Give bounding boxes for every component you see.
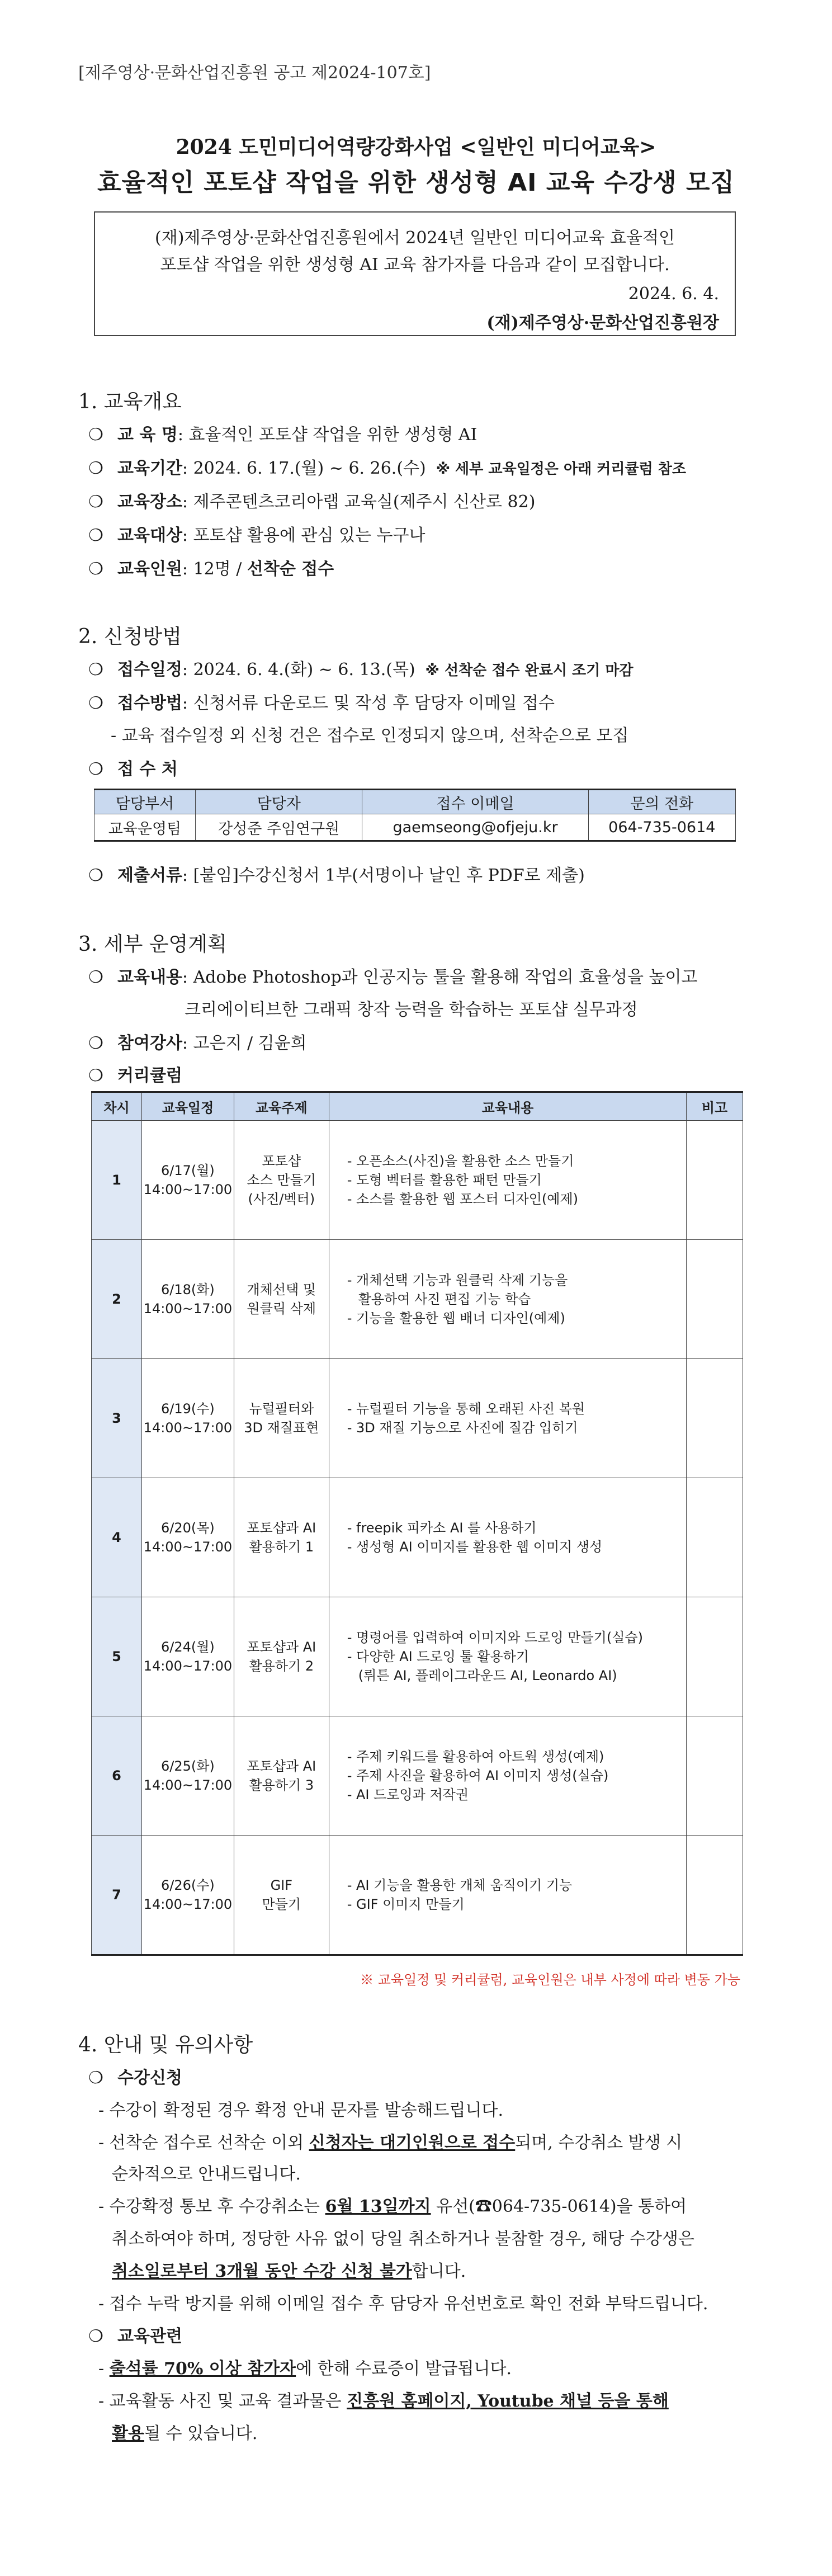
table-header-row bbox=[94, 790, 736, 814]
item-value: : 제주콘텐츠코리아랩 교육실(제주시 신산로 82) bbox=[182, 492, 536, 512]
content-line: - 개체선택 기능과 원클릭 삭제 기능을 bbox=[347, 1272, 568, 1288]
bullet-icon: ❍ bbox=[88, 1034, 103, 1053]
topic-line: 3D 재질표현 bbox=[244, 1420, 319, 1436]
topic-line: (사진/벡터) bbox=[248, 1191, 315, 1207]
apply-item bbox=[88, 861, 585, 886]
bullet-icon: ❍ bbox=[88, 459, 103, 478]
intro-line: (재)제주영상·문화산업진흥원에서 2024년 일반인 미디어교육 효율적인 bbox=[155, 228, 675, 248]
session-remark bbox=[687, 1359, 743, 1478]
session-date: 6/20(목) bbox=[160, 1520, 215, 1536]
item-value: : 12명 / bbox=[182, 559, 247, 579]
item-value: : 2024. 6. 4.(화) ~ 6. 13.(목) bbox=[182, 660, 415, 680]
item-label: 커리큘럼 bbox=[117, 1066, 182, 1086]
topic-line: 활용하기 3 bbox=[249, 1777, 314, 1793]
table-header: 비고 bbox=[687, 1092, 743, 1121]
item-label: 교육대상 bbox=[117, 526, 182, 545]
item-value: : 효율적인 포토샵 작업을 위한 생성형 AI bbox=[177, 425, 478, 445]
item-label: 교육내용 bbox=[117, 968, 182, 987]
overview-item bbox=[88, 454, 686, 479]
table-header: 교육일정 bbox=[141, 1092, 234, 1121]
item-label: 접수일정 bbox=[117, 660, 182, 680]
item-label: 교육인원 bbox=[117, 559, 182, 579]
table-row bbox=[92, 1716, 743, 1836]
topic-line: GIF bbox=[270, 1877, 293, 1893]
item-value-bold: 선착순 접수 bbox=[247, 559, 334, 579]
plan-item bbox=[88, 1029, 307, 1054]
item-label: 교육장소 bbox=[117, 492, 182, 512]
apply-item bbox=[88, 755, 178, 780]
notice-line bbox=[98, 2387, 669, 2412]
item-value: : 신청서류 다운로드 및 작성 후 담당자 이메일 접수 bbox=[182, 693, 555, 713]
session-time: 14:00~17:00 bbox=[143, 1896, 233, 1912]
session-remark bbox=[687, 1121, 743, 1240]
session-time: 14:00~17:00 bbox=[143, 1301, 233, 1317]
session-date: 6/18(화) bbox=[160, 1282, 215, 1298]
session-remark bbox=[687, 1836, 743, 1955]
text-span: 합니다. bbox=[412, 2262, 466, 2281]
session-date: 6/19(수) bbox=[160, 1401, 215, 1417]
session-time: 14:00~17:00 bbox=[143, 1420, 233, 1436]
item-label: 수강신청 bbox=[117, 2068, 182, 2088]
item-label: 접수방법 bbox=[117, 693, 182, 713]
item-value: : 2024. 6. 17.(월) ~ 6. 26.(수) bbox=[182, 459, 426, 478]
contact-phone[interactable]: 064-735-0614 bbox=[588, 814, 735, 841]
notice-group bbox=[88, 2064, 182, 2088]
item-label: 교 육 명 bbox=[117, 425, 178, 445]
table-header: 접수 이메일 bbox=[362, 790, 588, 814]
item-label: 교육기간 bbox=[117, 459, 182, 478]
content-line: - 소스를 활용한 웹 포스터 디자인(예제) bbox=[347, 1191, 579, 1207]
session-schedule bbox=[141, 1240, 234, 1359]
item-value: : 고은지 / 김윤희 bbox=[182, 1034, 307, 1053]
emphasis-text: 진흥원 홈페이지, Youtube 채널 등을 통해 bbox=[347, 2391, 669, 2411]
session-schedule bbox=[141, 1716, 234, 1836]
content-line: - freepik 피카소 AI 를 사용하기 bbox=[347, 1520, 537, 1536]
item-value: : 포토샵 활용에 관심 있는 누구나 bbox=[182, 526, 426, 545]
session-topic bbox=[234, 1836, 329, 1955]
plan-item bbox=[88, 963, 697, 988]
session-time: 14:00~17:00 bbox=[143, 1658, 233, 1674]
notice-date: 2024. 6. 4. bbox=[628, 284, 719, 304]
content-line: (뤼튼 AI, 플레이그라운드 AI, Leonardo AI) bbox=[358, 1668, 617, 1683]
bullet-icon: ❍ bbox=[88, 1066, 103, 1086]
bullet-icon: ❍ bbox=[88, 866, 103, 885]
intro-box bbox=[94, 211, 736, 336]
session-number: 4 bbox=[92, 1478, 142, 1597]
table-row bbox=[92, 1240, 743, 1359]
session-content bbox=[329, 1240, 686, 1359]
apply-item bbox=[88, 689, 555, 714]
issuer: (재)제주영상·문화산업진흥원장 bbox=[486, 313, 719, 333]
table-header: 교육내용 bbox=[329, 1092, 686, 1121]
session-topic bbox=[234, 1597, 329, 1716]
section-title: 1. 교육개요 bbox=[78, 390, 182, 413]
header-subtitle: 2024 도민미디어역량강화사업 <일반인 미디어교육> bbox=[176, 135, 656, 159]
bullet-icon: ❍ bbox=[88, 526, 103, 545]
contact-table bbox=[94, 789, 736, 842]
session-schedule bbox=[141, 1121, 234, 1240]
content-line: - 주제 키워드를 활용하여 아트웍 생성(예제) bbox=[347, 1749, 604, 1764]
content-line: - 주제 사진을 활용하여 AI 이미지 생성(실습) bbox=[347, 1768, 609, 1784]
content-line: - 다양한 AI 드로잉 툴 활용하기 bbox=[347, 1649, 530, 1664]
content-line: 활용하여 사진 편집 기능 학습 bbox=[358, 1291, 531, 1307]
item-label: 교육관련 bbox=[117, 2327, 182, 2346]
bullet-icon: ❍ bbox=[88, 2327, 103, 2346]
session-schedule bbox=[141, 1597, 234, 1716]
content-line: - GIF 이미지 만들기 bbox=[347, 1896, 465, 1912]
content-line: - 명령어를 입력하여 이미지와 드로잉 만들기(실습) bbox=[347, 1630, 643, 1645]
session-number: 5 bbox=[92, 1597, 142, 1716]
session-date: 6/17(월) bbox=[160, 1163, 215, 1178]
topic-line: 포토샵과 AI bbox=[247, 1758, 316, 1774]
table-header: 차시 bbox=[92, 1092, 142, 1121]
item-note: ※ 세부 교육일정은 아래 커리큘럼 참조 bbox=[436, 461, 686, 478]
notice-number: [제주영상·문화산업진흥원 공고 제2024-107호] bbox=[78, 63, 431, 83]
bullet-icon: ❍ bbox=[88, 425, 103, 445]
text-span: 될 수 있습니다. bbox=[144, 2424, 258, 2443]
topic-line: 활용하기 1 bbox=[249, 1539, 314, 1555]
notice-line: 순차적으로 안내드립니다. bbox=[112, 2164, 301, 2184]
session-schedule bbox=[141, 1478, 234, 1597]
table-row bbox=[92, 1478, 743, 1597]
overview-item bbox=[88, 555, 334, 579]
overview-item bbox=[88, 521, 425, 546]
session-remark bbox=[687, 1716, 743, 1836]
apply-subnote: - 교육 접수일정 외 신청 건은 접수로 인정되지 않으며, 선착순으로 모집 bbox=[111, 726, 629, 746]
session-time: 14:00~17:00 bbox=[143, 1182, 233, 1197]
table-row bbox=[92, 1836, 743, 1955]
text-span: - 교육활동 사진 및 교육 결과물은 bbox=[98, 2391, 347, 2411]
notice-line bbox=[98, 2129, 682, 2153]
bullet-icon: ❍ bbox=[88, 492, 103, 512]
session-date: 6/25(화) bbox=[160, 1758, 215, 1774]
bullet-icon: ❍ bbox=[88, 693, 103, 713]
session-content bbox=[329, 1836, 686, 1955]
session-number: 1 bbox=[92, 1121, 142, 1240]
session-content bbox=[329, 1478, 686, 1597]
session-topic bbox=[234, 1716, 329, 1836]
page-title: 효율적인 포토샵 작업을 위한 생성형 AI 교육 수강생 모집 bbox=[97, 168, 735, 197]
notice-line: 취소하여야 하며, 정당한 사유 없이 당일 취소하거나 불참할 경우, 해당 수강생은 bbox=[112, 2229, 694, 2249]
item-value: : [붙임]수강신청서 1부(서명이나 날인 후 PDF로 제출) bbox=[182, 866, 585, 885]
schedule-disclaimer: ※ 교육일정 및 커리큘럼, 교육인원은 내부 사정에 따라 변동 가능 bbox=[360, 1972, 740, 1988]
session-topic bbox=[234, 1359, 329, 1478]
table-header: 교육주제 bbox=[234, 1092, 329, 1121]
session-date: 6/26(수) bbox=[160, 1877, 215, 1893]
table-row bbox=[92, 1121, 743, 1240]
topic-line: 뉴럴필터와 bbox=[249, 1401, 314, 1417]
session-number: 6 bbox=[92, 1716, 142, 1836]
content-line: - 오픈소스(사진)을 활용한 소스 만들기 bbox=[347, 1153, 574, 1169]
table-header-row bbox=[92, 1092, 743, 1121]
content-line: - 뉴럴필터 기능을 통해 오래된 사진 복원 bbox=[347, 1401, 585, 1417]
session-content bbox=[329, 1597, 686, 1716]
session-topic bbox=[234, 1121, 329, 1240]
bullet-icon: ❍ bbox=[88, 759, 103, 779]
contact-person: 강성준 주임연구원 bbox=[195, 814, 362, 841]
notice-line bbox=[98, 2192, 687, 2217]
topic-line: 만들기 bbox=[262, 1896, 301, 1912]
emphasis-text: 출석률 70% 이상 참가자 bbox=[109, 2359, 296, 2379]
session-number: 2 bbox=[92, 1240, 142, 1359]
bullet-icon: ❍ bbox=[88, 968, 103, 987]
text-span: 되며, 수강취소 발생 시 bbox=[515, 2133, 683, 2153]
section-title: 4. 안내 및 유의사항 bbox=[78, 2034, 253, 2056]
table-header: 담당부서 bbox=[94, 790, 196, 814]
topic-line: 활용하기 2 bbox=[249, 1658, 314, 1674]
emphasis-text: 취소일로부터 3개월 동안 수강 신청 불가 bbox=[112, 2262, 412, 2281]
section-title: 2. 신청방법 bbox=[78, 625, 182, 648]
bullet-icon: ❍ bbox=[88, 2068, 103, 2088]
session-content bbox=[329, 1121, 686, 1240]
section-title: 3. 세부 운영계획 bbox=[78, 933, 227, 956]
content-line: - 3D 재질 기능으로 사진에 질감 입히기 bbox=[347, 1420, 578, 1436]
emphasis-text: 활용 bbox=[112, 2424, 144, 2443]
table-header: 담당자 bbox=[195, 790, 362, 814]
notice-line bbox=[112, 2419, 257, 2444]
notice-line bbox=[98, 2355, 512, 2379]
session-remark bbox=[687, 1597, 743, 1716]
bullet-icon: ❍ bbox=[88, 660, 103, 680]
content-line: - 도형 벡터를 활용한 패턴 만들기 bbox=[347, 1172, 542, 1188]
content-line: - AI 드로잉과 저작권 bbox=[347, 1787, 469, 1803]
topic-line: 포토샵 bbox=[262, 1153, 301, 1169]
overview-item bbox=[88, 421, 477, 445]
bullet-icon: ❍ bbox=[88, 559, 103, 579]
notice-line: - 접수 누락 방지를 위해 이메일 접수 후 담당자 유선번호로 확인 전화 부탁드립니다. bbox=[98, 2294, 708, 2314]
content-line: - 기능을 활용한 웹 배너 디자인(예제) bbox=[347, 1310, 565, 1326]
session-time: 14:00~17:00 bbox=[143, 1777, 233, 1793]
item-note: ※ 선착순 접수 완료시 조기 마감 bbox=[425, 662, 634, 679]
session-topic bbox=[234, 1240, 329, 1359]
text-span: - 수강확정 통보 후 수강취소는 bbox=[98, 2197, 325, 2216]
item-value: : Adobe Photoshop과 인공지능 툴을 활용해 작업의 효율성을 높이고 bbox=[182, 968, 698, 987]
topic-line: 포토샵과 AI bbox=[247, 1520, 316, 1536]
contact-dept: 교육운영팀 bbox=[94, 814, 196, 841]
table-row bbox=[92, 1597, 743, 1716]
emphasis-text: 신청자는 대기인원으로 접수 bbox=[309, 2133, 516, 2153]
table-row bbox=[94, 814, 736, 841]
apply-item bbox=[88, 655, 634, 680]
topic-line: 원클릭 삭제 bbox=[247, 1301, 316, 1317]
session-time: 14:00~17:00 bbox=[143, 1539, 233, 1555]
session-number: 3 bbox=[92, 1359, 142, 1478]
session-schedule bbox=[141, 1836, 234, 1955]
text-span: 에 한해 수료증이 발급됩니다. bbox=[296, 2359, 512, 2379]
topic-line: 포토샵과 AI bbox=[247, 1639, 316, 1655]
session-date: 6/24(월) bbox=[160, 1639, 215, 1655]
emphasis-text: 6월 13일까지 bbox=[325, 2197, 431, 2216]
content-line: - AI 기능을 활용한 개체 움직이기 기능 bbox=[347, 1877, 573, 1893]
session-topic bbox=[234, 1478, 329, 1597]
text-span: - bbox=[98, 2359, 110, 2379]
overview-item bbox=[88, 488, 535, 512]
notice-line bbox=[112, 2257, 466, 2282]
session-content bbox=[329, 1716, 686, 1836]
text-span: 유선(☎064-735-0614)을 통하여 bbox=[431, 2197, 687, 2216]
notice-line: - 수강이 확정된 경우 확정 안내 문자를 발송해드립니다. bbox=[98, 2101, 503, 2120]
session-schedule bbox=[141, 1359, 234, 1478]
table-header: 문의 전화 bbox=[588, 790, 735, 814]
topic-line: 소스 만들기 bbox=[247, 1172, 316, 1188]
plan-item-continued: 크리에이티브한 그래픽 창작 능력을 학습하는 포토샵 실무과정 bbox=[185, 1000, 638, 1020]
text-span: - 선착순 접수로 선착순 이외 bbox=[98, 2133, 309, 2153]
notice-group bbox=[88, 2322, 182, 2347]
item-label: 제출서류 bbox=[117, 866, 182, 885]
topic-line: 개체선택 및 bbox=[247, 1282, 316, 1298]
session-remark bbox=[687, 1240, 743, 1359]
session-content bbox=[329, 1359, 686, 1478]
intro-line: 포토샵 작업을 위한 생성형 AI 교육 참가자를 다음과 같이 모집합니다. bbox=[160, 255, 670, 275]
session-remark bbox=[687, 1478, 743, 1597]
plan-item bbox=[88, 1061, 182, 1086]
table-row bbox=[92, 1359, 743, 1478]
content-line: - 생성형 AI 이미지를 활용한 웹 이미지 생성 bbox=[347, 1539, 603, 1555]
intro-text bbox=[117, 225, 712, 279]
curriculum-table bbox=[91, 1091, 743, 1956]
item-label: 참여강사 bbox=[117, 1034, 182, 1053]
session-number: 7 bbox=[92, 1836, 142, 1955]
contact-email[interactable]: gaemseong@ofjeju.kr bbox=[362, 814, 588, 841]
item-label: 접 수 처 bbox=[117, 759, 178, 779]
